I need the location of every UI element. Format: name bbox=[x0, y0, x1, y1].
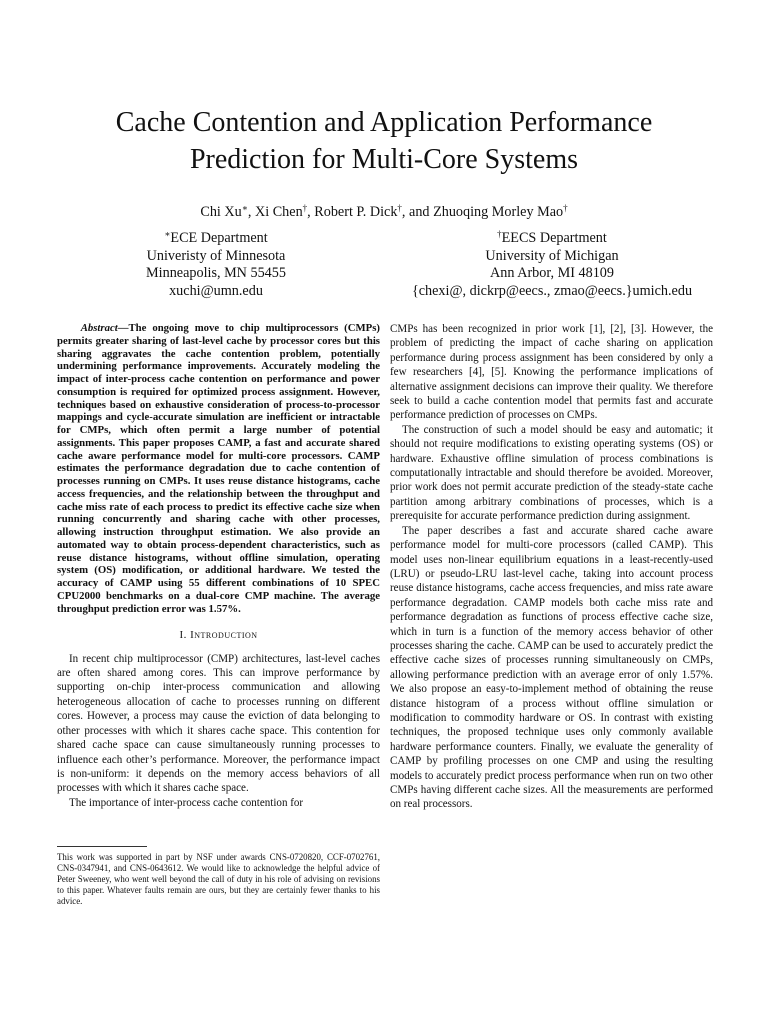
affiliation-university: University of Michigan bbox=[485, 247, 619, 264]
affiliation-email: xuchi@umn.edu bbox=[169, 282, 263, 299]
affiliation-department: ECE Department bbox=[170, 230, 268, 246]
author-mark: † bbox=[563, 203, 568, 213]
affiliation-department: EECS Department bbox=[501, 230, 607, 246]
author-list bbox=[40, 203, 728, 221]
author-mark: † bbox=[302, 203, 308, 213]
body-paragraph: In recent chip multiprocessor (CMP) architectures, last-level caches are often shared among cores. This can improve performance by supporting on-chip inter-process communication and allowing heterogeneous allocation of cache to processes running on different cores. However, a process may cause the eviction of data belonging to other processes with which it shares cache space. This contention for shared cache space can cause simultaneously running processes to influence each other’s performance. Moreover, the performance impact is non-uniform: it depends on the memory access behaviors of all processes with which it shares cache space. bbox=[57, 652, 380, 795]
author-separator: , and bbox=[401, 204, 434, 220]
affiliation-minnesota bbox=[110, 230, 322, 300]
abstract bbox=[57, 322, 380, 615]
abstract-dash: — bbox=[117, 322, 129, 334]
body-paragraph: The importance of inter-process cache contention for bbox=[69, 796, 304, 809]
abstract-text: The ongoing move to chip multiprocessors (CMPs) permits greater sharing of last-level cache by processor cores but this sharing aggravates the cache contention problem, potentially undermining performance improvements. Accurately modeling the impact of inter-process cache contention on performance and power consumption is required for optimized process assignment. However, techniques based on exhaustive consideration of process-to-processor mappings and cycle-accurate simulation are inefficient or intractable for CMPs, which often permit a large number of potential assignments. This paper proposes CAMP, a fast and accurate shared cache aware performance model for multi-core processors. CAMP estimates the performance degradation due to cache contention of processes running on CMPs. It uses reuse distance histograms, cache access frequencies, and the relationship between the throughput and cache miss rate of each process to predict its effective cache size when running concurrently and sharing cache with other processes, allowing instruction throughput estimation. We also provide an automated way to obtain process-dependent characteristics, such as reuse distance histograms, without offline simulation, operating system (OS) modification, or additional hardware. We tested the accuracy of CAMP using 55 different combinations of 10 SPEC CPU2000 benchmarks on a dual-core CMP machine. The average throughput prediction error was 1.57%. bbox=[57, 322, 380, 615]
author-mark: † bbox=[397, 203, 402, 213]
affiliation-city: Minneapolis, MN 55455 bbox=[146, 265, 286, 281]
body-paragraph: The construction of such a model should be easy and automatic; it should not require modifications to existing operating systems (OS) or hardware. Exhaustive offline simulation of process combinations is computationally intractable and should therefore be avoided. Moreover, prior work does not permit accurate prediction of the steady-state cache partition among arbitrary combinations of processes, which is a prerequisite for accurate performance prediction during assignment. bbox=[390, 423, 713, 523]
author-mark: ∗ bbox=[241, 203, 248, 213]
section-title: Introduction bbox=[190, 629, 258, 642]
section-number: I. bbox=[179, 629, 187, 642]
body-paragraph: The paper describes a fast and accurate shared cache aware performance model for multi-core processors (called CAMP). This model uses non-linear equilibrium equations in a least-recently-used (LRU) or pseudo-LRU last-level cache, taking into account process reuse distance histograms, cache access frequencies, and miss rate aware performance degradation. CAMP models both cache miss rate and performance degradation as functions of process effective cache size, which in turn is a function of the memory access behavior of other processes sharing the cache. CAMP can be used to accurately predict the effective cache sizes of processes running simultaneously on CMPs, allowing performance prediction with an average error of only 1.57%. We also propose an easy-to-implement method of obtaining the reuse distance histogram of a process without offline simulation or modification to commodity hardware or OS. In contrast with existing techniques, the proposed technique uses only commonly available hardware performance counters. Finally, we evaluate the generality of CAMP by profiling processes on one CMP and using the resulting models to accurately predict process performance when run on two other CMPs having different cache sizes. All the measurements are performed on real processors. bbox=[390, 524, 713, 811]
body-paragraph: CMPs has been recognized in prior work [1], [2], [3]. However, the problem of predicting the impact of cache sharing on application performance during process assignment has been considered by only a few researchers [4], [5]. Knowing the performance implications of alternative assignment decisions can improve their quality. We therefore seek to build a cache contention model that permits fast and accurate performance prediction of processes on CMPs. bbox=[390, 323, 713, 422]
title-line-1: Cache Contention and Application Performance bbox=[115, 107, 653, 138]
affiliation-university: Univeristy of Minnesota bbox=[146, 247, 286, 264]
author-name: Xi Chen bbox=[254, 204, 303, 220]
affiliation-email: {chexi@, dickrp@eecs., zmao@eecs.}umich.edu bbox=[411, 282, 693, 299]
affiliation-mark: † bbox=[497, 229, 502, 239]
footnote-divider bbox=[57, 846, 147, 847]
author-name: Zhuoqing Morley Mao bbox=[433, 204, 564, 220]
paper-title bbox=[40, 104, 728, 178]
author-separator: , bbox=[307, 204, 315, 220]
right-column bbox=[390, 322, 713, 812]
funding-footnote: This work was supported in part by NSF under awards CNS-0720820, CCF-0702761, CNS-0347941, and CNS-0643612. We would like to acknowledge the helpful advice of Peter Sweeney, who went well beyond the call of duty in his role of advising on revisions to this paper. Whatever faults remain are ours, but they are certainly fewer thanks to his advice. bbox=[57, 852, 380, 907]
author-separator: , bbox=[247, 204, 255, 220]
affiliation-mark: ∗ bbox=[164, 229, 171, 239]
author-name: Chi Xu bbox=[200, 204, 242, 220]
affiliation-city: Ann Arbor, MI 48109 bbox=[490, 265, 614, 281]
author-name: Robert P. Dick bbox=[314, 204, 398, 220]
title-line-2: Prediction for Multi-Core Systems bbox=[189, 144, 579, 175]
affiliation-michigan bbox=[376, 230, 728, 300]
abstract-label: Abstract bbox=[80, 322, 118, 334]
left-column bbox=[57, 322, 380, 810]
section-heading-introduction bbox=[57, 628, 380, 642]
